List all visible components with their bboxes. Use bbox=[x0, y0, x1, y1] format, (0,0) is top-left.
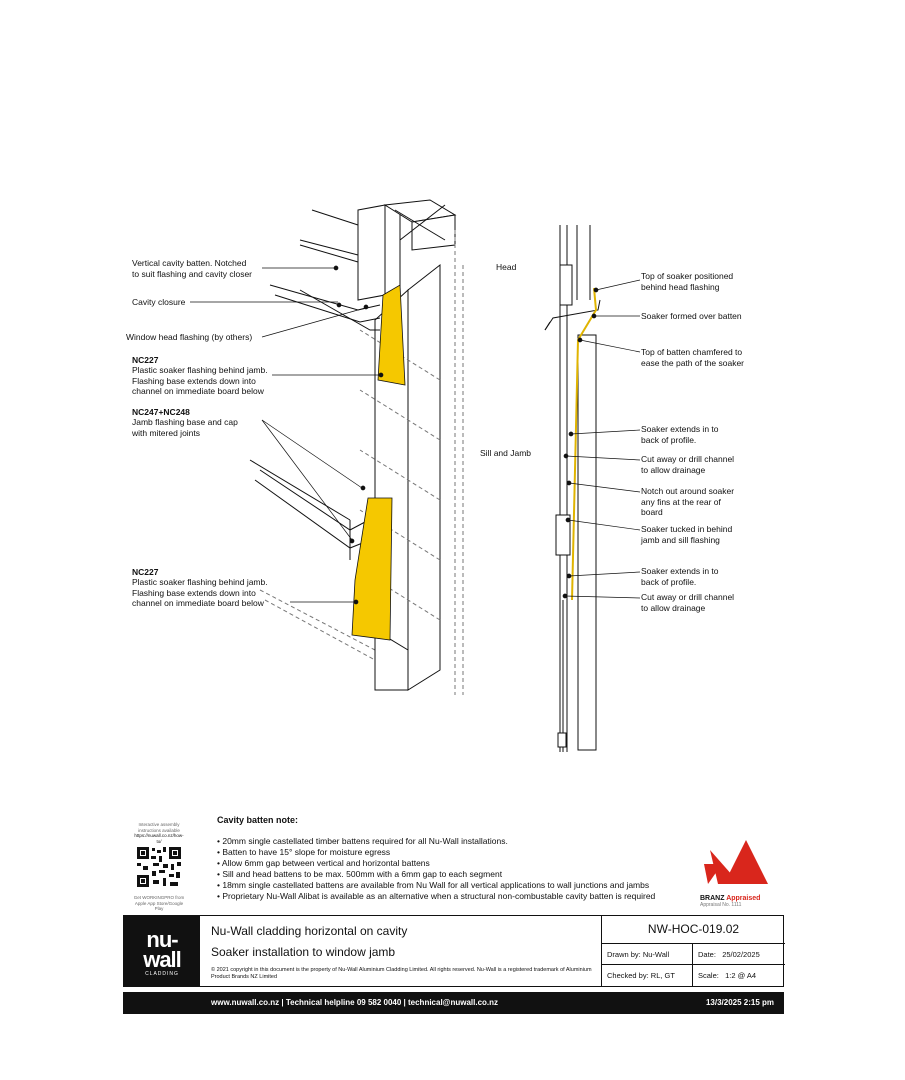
logo-sub: CLADDING bbox=[145, 971, 179, 977]
note-item: • Allow 6mm gap between vertical and horizontal battens bbox=[217, 858, 655, 869]
title-block bbox=[123, 915, 784, 987]
callout-window-head-flashing: Window head flashing (by others) bbox=[126, 332, 253, 342]
cavity-batten-note-title: Cavity batten note: bbox=[217, 815, 299, 825]
qr-code-block[interactable] bbox=[133, 822, 185, 912]
callout-nc227-top-code: NC227 bbox=[132, 355, 159, 365]
callout-right-4: Soaker extends in to back of profile. bbox=[641, 424, 719, 445]
logo-main: nu- wall bbox=[143, 927, 181, 972]
section-label-head: Head bbox=[496, 262, 517, 272]
callout-nc247-code: NC247+NC248 bbox=[132, 407, 190, 417]
branz-brand: BRANZ bbox=[700, 895, 725, 902]
qr-url: https://nuwall.co.nz/how-to/ bbox=[134, 833, 184, 844]
callout-nc227-bottom-code: NC227 bbox=[132, 567, 159, 577]
cavity-batten-note-list bbox=[217, 836, 655, 902]
checked-by: Checked by: RL, GT bbox=[602, 965, 693, 986]
section-label-sill-jamb: Sill and Jamb bbox=[480, 448, 532, 458]
drawing-title: Nu-Wall cladding horizontal on cavity bbox=[211, 924, 408, 938]
callout-nc227-top-text: Plastic soaker flashing behind jamb. Flashing base extends down into channel on immediate board below bbox=[132, 365, 268, 396]
callout-right-6: Notch out around soaker any fins at the rear of board bbox=[641, 486, 735, 517]
callout-nc247-text: Jamb flashing base and cap with mitered joints bbox=[132, 417, 238, 438]
branz-appraised: Appraised bbox=[726, 895, 761, 902]
note-item: • 18mm single castellated battens are available from Nu Wall for all vertical applications to wall junctions and jambs bbox=[217, 880, 655, 891]
callout-right-1: Top of soaker positioned behind head flashing bbox=[641, 271, 734, 292]
callout-nc227-bottom-text: Plastic soaker flashing behind jamb. Flashing base extends down into channel on immediate board below bbox=[132, 577, 268, 608]
note-item: • 20mm single castellated timber battens required for all Nu-Wall installations. bbox=[217, 836, 655, 847]
drawing-subtitle: Soaker installation to window jamb bbox=[211, 945, 396, 959]
note-item: • Proprietary Nu-Wall Alibat is available as an alternative when a structural non-combustable cavity batten is required bbox=[217, 891, 655, 902]
qr-code-icon bbox=[133, 844, 185, 890]
note-item: • Sill and head battens to be max. 500mm with a 6mm gap to each segment bbox=[217, 869, 655, 880]
callout-right-8: Soaker extends in to back of profile. bbox=[641, 566, 719, 587]
callout-vertical-batten: Vertical cavity batten. Notched to suit flashing and cavity closer bbox=[132, 258, 253, 279]
branz-sub: Appraisal No. 1111 bbox=[700, 902, 742, 908]
branz-logo-icon bbox=[700, 840, 768, 888]
note-item: • Batten to have 15° slope for moisture egress bbox=[217, 847, 655, 858]
footer-contact[interactable]: www.nuwall.co.nz | Technical helpline 09 582 0040 | technical@nuwall.co.nz bbox=[211, 998, 499, 1007]
callout-right-7: Soaker tucked in behind jamb and sill flashing bbox=[641, 524, 733, 545]
callout-right-3: Top of batten chamfered to ease the path of the soaker bbox=[641, 347, 745, 368]
date-cell bbox=[693, 944, 785, 965]
scale-cell bbox=[693, 965, 785, 986]
scale-label: Scale: bbox=[698, 971, 719, 980]
title-block-info bbox=[601, 916, 785, 986]
qr-bottom-caption: Get WORKINGPRO from Apple App Store/Google Play bbox=[133, 895, 185, 911]
drawn-by: Drawn by: Nu-Wall bbox=[602, 944, 693, 965]
callout-right-9: Cut away or drill channel to allow drainage bbox=[641, 592, 735, 613]
callout-cavity-closure: Cavity closure bbox=[132, 297, 186, 307]
drawing-number: NW-HOC-019.02 bbox=[602, 916, 785, 944]
scale-value: 1:2 @ A4 bbox=[725, 971, 757, 980]
callout-right-2: Soaker formed over batten bbox=[641, 311, 742, 321]
date-label: Date: bbox=[698, 950, 716, 959]
copyright-notice: © 2021 copyright in this document is the property of Nu-Wall Aluminium Cladding Limited. All rights reserved. Nu-Wall is a registered trademark of Aluminium Product Brands NZ Limited bbox=[211, 967, 592, 980]
footer-bar bbox=[123, 992, 784, 1014]
footer-timestamp: 13/3/2025 2:15 pm bbox=[705, 998, 774, 1007]
qr-top-caption: Interactive assembly instructions available bbox=[138, 822, 180, 833]
nu-wall-logo bbox=[124, 916, 200, 986]
callout-right-5: Cut away or drill channel to allow drainage bbox=[641, 454, 735, 475]
date-value: 25/02/2025 bbox=[722, 950, 760, 959]
branz-appraised-badge bbox=[700, 840, 772, 908]
